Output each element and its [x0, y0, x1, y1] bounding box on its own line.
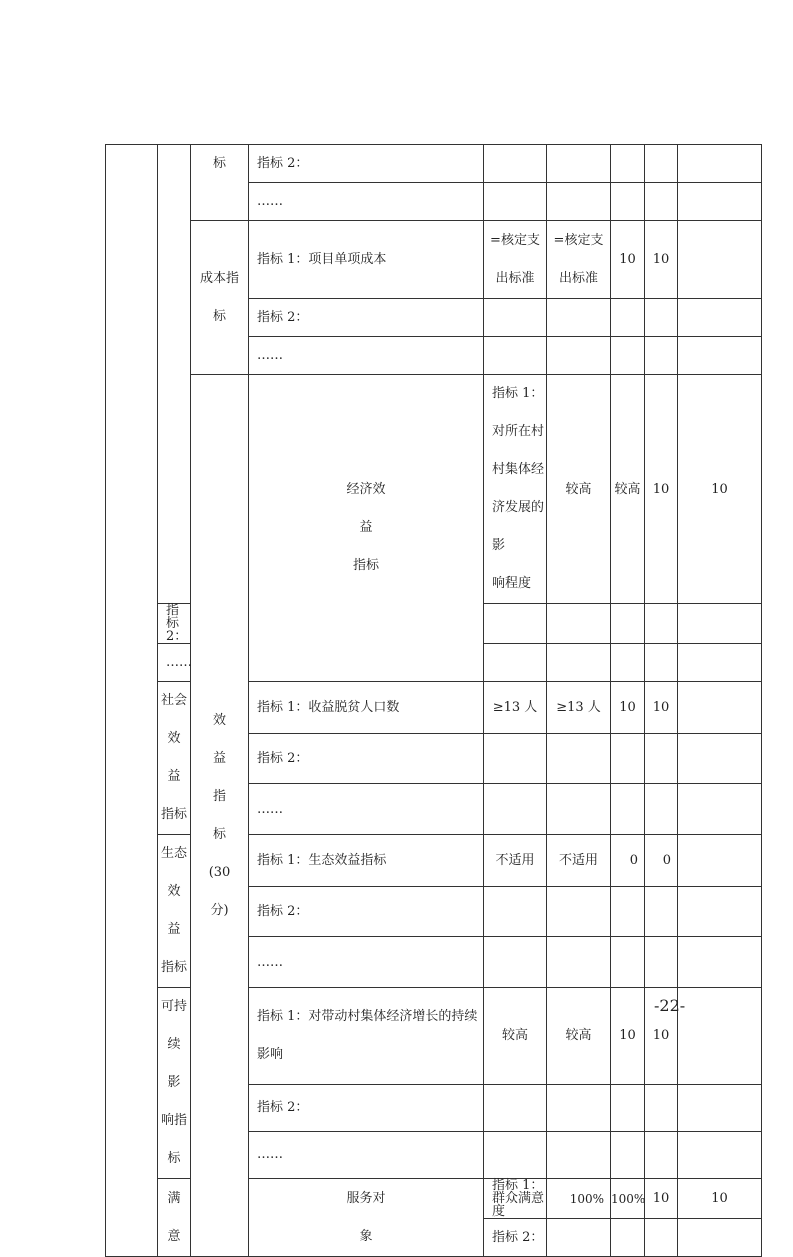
indicator-cell: 指标 2：: [249, 886, 484, 937]
page-number: -22-: [654, 996, 686, 1015]
category-benefit-indicators: 效 益 指 标 (30 分): [191, 375, 249, 1257]
indicator-cell: 指标 1：收益脱贫人口数: [249, 682, 484, 734]
target-value-cell: 较高: [547, 375, 611, 604]
actual-value-cell: 较高: [547, 988, 611, 1085]
score-cell: 10: [678, 375, 762, 604]
subcategory-sustainable: 可持续 影 响指标: [158, 988, 191, 1179]
weight-cell: 10: [611, 682, 645, 734]
indicator-cell: 指标 1：对带动村集体经济增长的持续 影响: [249, 988, 484, 1085]
indicator-cell: 指标 2：: [484, 1219, 547, 1257]
score-cell: 10: [645, 221, 678, 299]
score-cell: 10: [645, 682, 678, 734]
performance-indicator-table: [105, 144, 762, 1257]
actual-value-cell: 较高: [611, 375, 645, 604]
indicator-cell: 指标 1：群众满意度: [484, 1179, 547, 1219]
indicator-cell: 指标 1：生态效益指标: [249, 835, 484, 887]
subcategory-service: 服务对 象: [249, 1179, 484, 1257]
weight-cell: 10: [611, 221, 645, 299]
indicator-cell: 指标 2：: [249, 145, 484, 183]
actual-value-cell: =核定支 出标准: [547, 221, 611, 299]
actual-value-cell: 不适用: [547, 835, 611, 887]
indicator-cell: ……: [249, 183, 484, 221]
score-cell: 0: [645, 835, 678, 887]
blank-category-cell: [158, 145, 191, 604]
indicator-cell: ……: [249, 1131, 484, 1178]
indicator-cell: 指标 2：: [249, 733, 484, 784]
indicator-cell: ……: [158, 644, 191, 682]
blank-first-column: [106, 145, 158, 1257]
subcategory-tail-cell: 标: [191, 145, 249, 221]
target-value-cell: 较高: [484, 988, 547, 1085]
subcategory-social: 社会效 益 指标: [158, 682, 191, 835]
weight-cell: 10: [645, 1179, 678, 1219]
indicator-cell: 指标 1：对所在村村集体经济发展的影 响程度: [484, 375, 547, 604]
weight-cell: 10: [611, 988, 645, 1085]
table-row: [106, 221, 762, 299]
indicator-cell: 指标 2：: [249, 299, 484, 337]
target-value-cell: 100%: [547, 1179, 611, 1219]
weight-cell: 0: [611, 835, 645, 887]
category-satisfaction: 满 意: [158, 1179, 191, 1257]
indicator-cell: ……: [249, 337, 484, 375]
actual-value-cell: 100%: [611, 1179, 645, 1219]
actual-value-cell: ≥13 人: [547, 682, 611, 734]
indicator-cell: 指标 2：: [158, 604, 191, 644]
target-value-cell: =核定支 出标准: [484, 221, 547, 299]
weight-cell: 10: [645, 375, 678, 604]
table-row: [106, 145, 762, 183]
subcategory-cost: 成本指 标: [191, 221, 249, 375]
indicator-cell: ……: [249, 937, 484, 988]
indicator-cell: 指标 2：: [249, 1084, 484, 1131]
indicator-cell: ……: [249, 784, 484, 835]
target-value-cell: ≥13 人: [484, 682, 547, 734]
indicator-cell: 指标 1：项目单项成本: [249, 221, 484, 299]
table-row: [106, 375, 762, 604]
subcategory-economic: 经济效 益 指标: [249, 375, 484, 682]
subcategory-ecological: 生态效 益 指标: [158, 835, 191, 988]
score-cell: 10: [678, 1179, 762, 1219]
score-cell: 10: [645, 988, 678, 1085]
target-value-cell: 不适用: [484, 835, 547, 887]
